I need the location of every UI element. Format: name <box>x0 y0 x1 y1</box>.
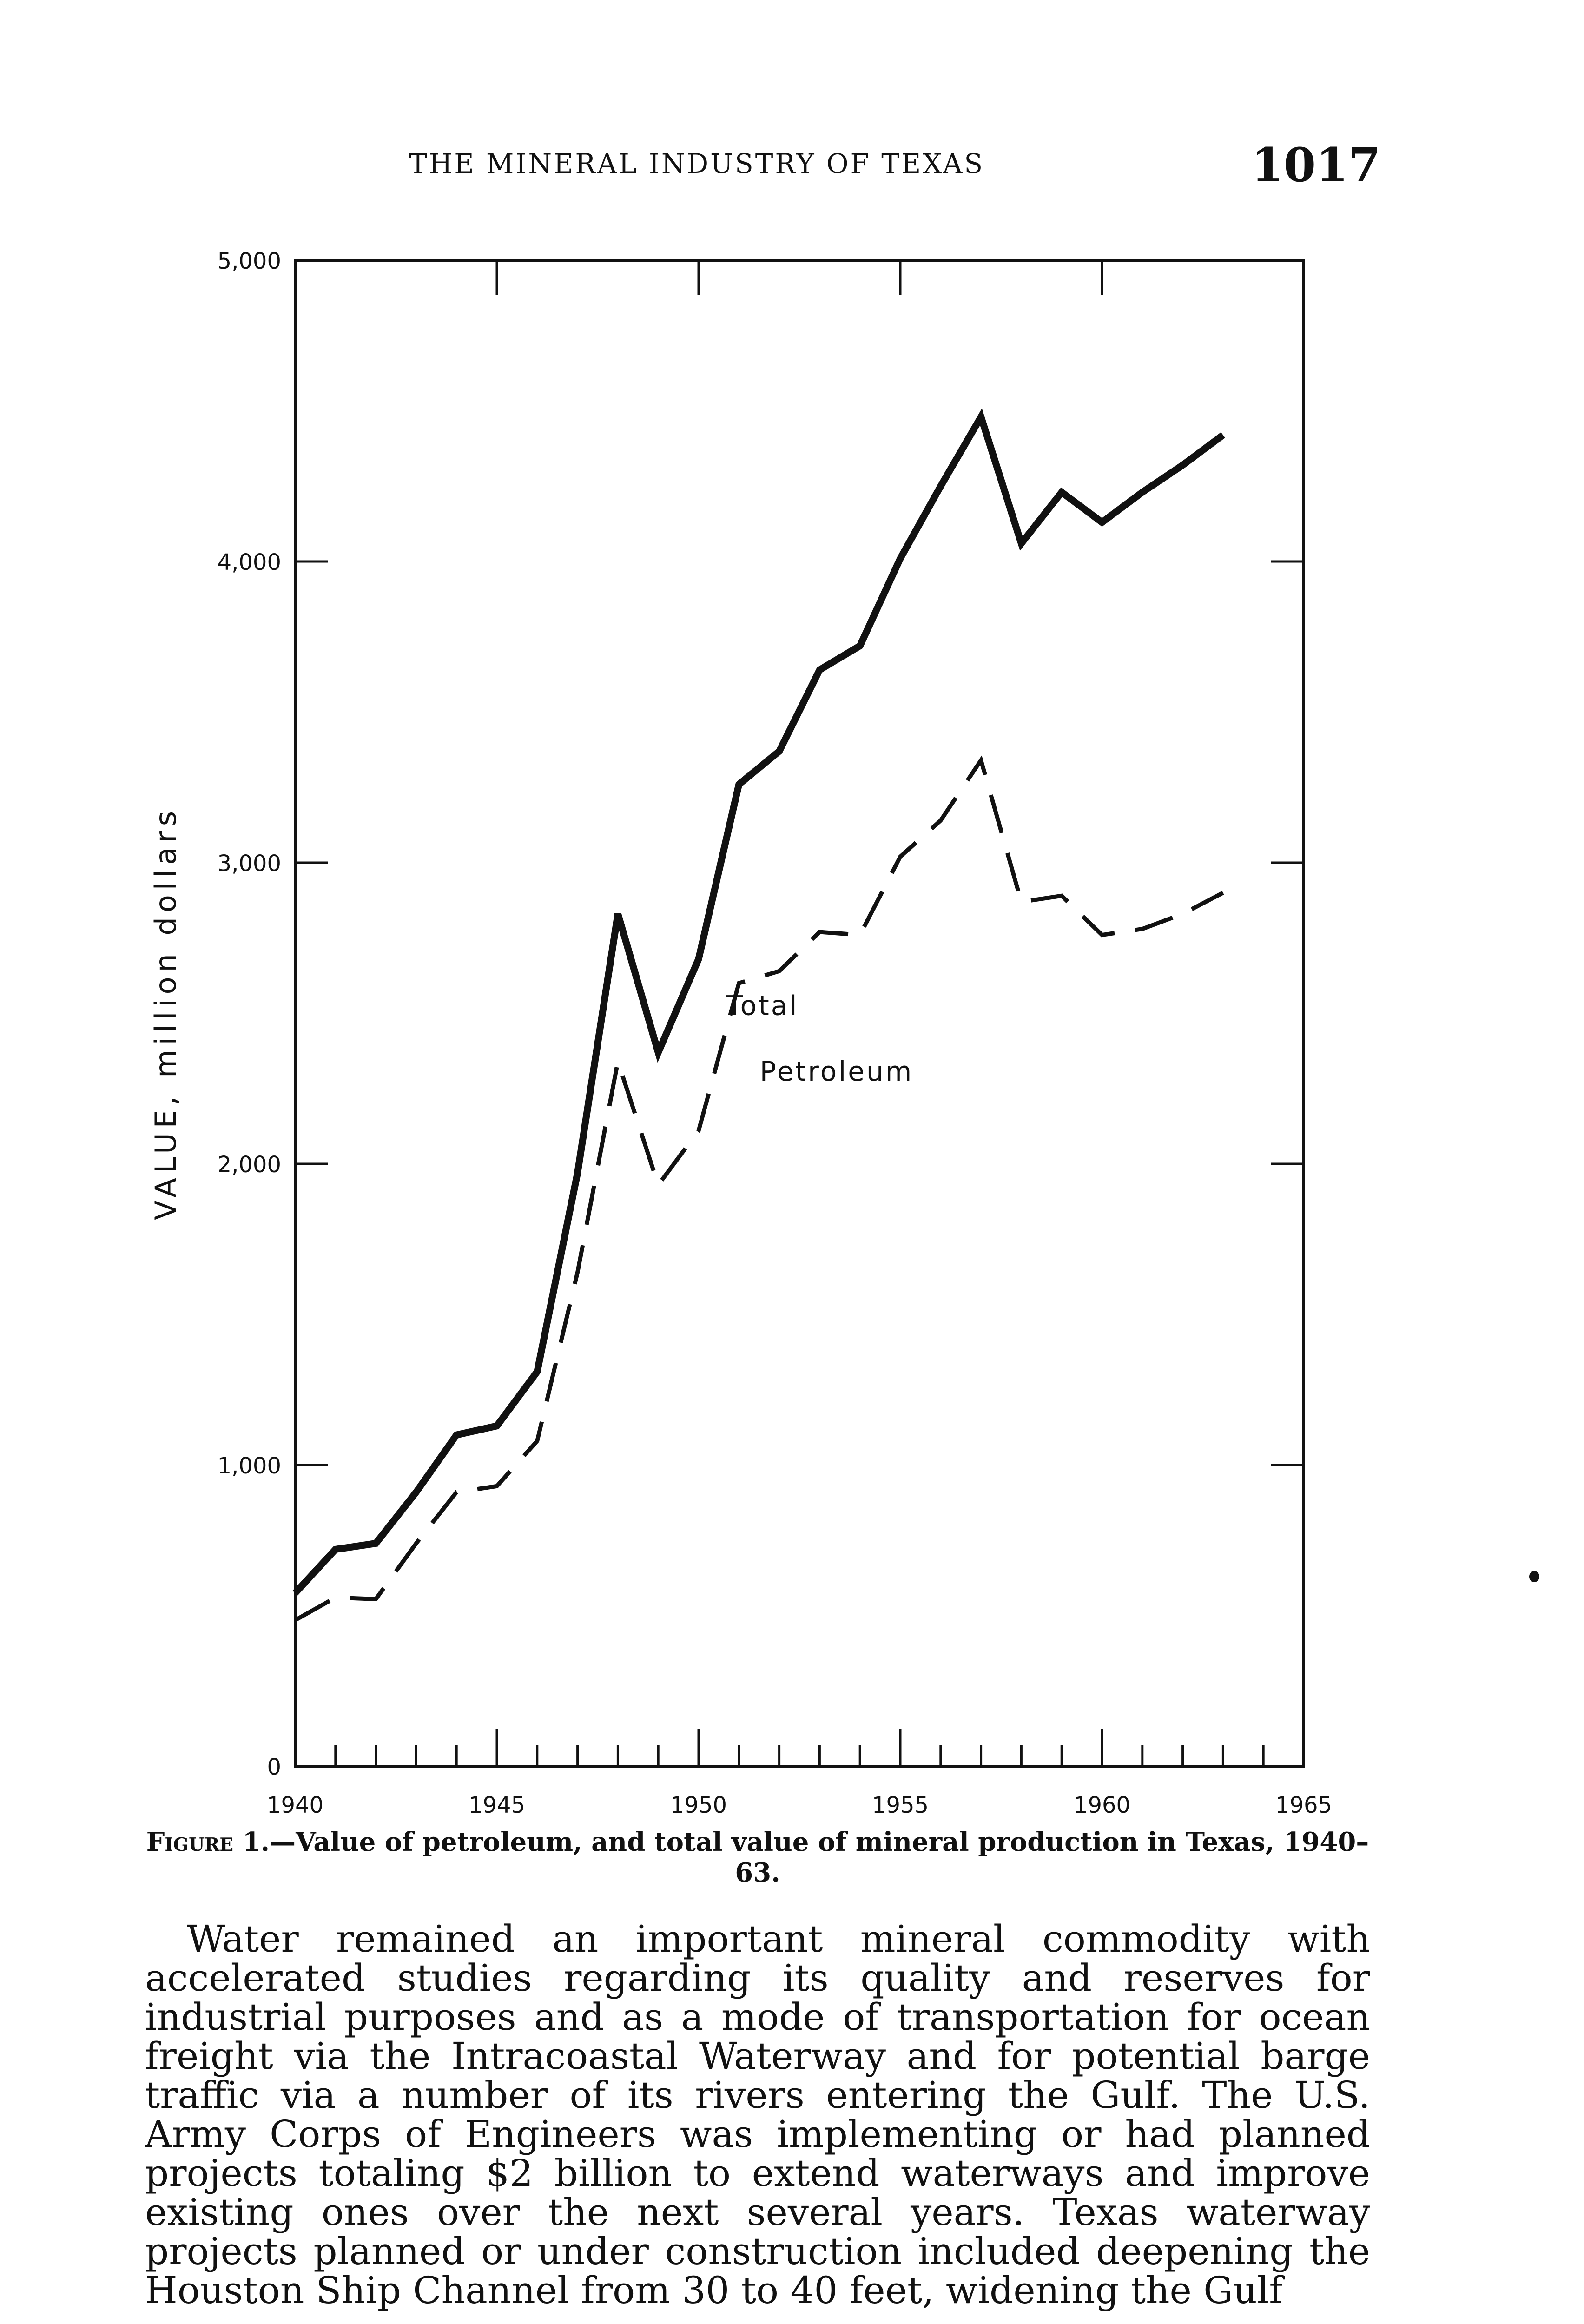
annotation-petroleum: Petroleum <box>759 1056 914 1088</box>
y-tick-label: 2,000 <box>217 1152 281 1178</box>
ink-speck <box>1529 1571 1539 1582</box>
x-tick-label: 1960 <box>1073 1792 1131 1818</box>
y-tick-label: 0 <box>267 1754 281 1780</box>
y-tick-label: 5,000 <box>217 248 281 274</box>
y-axis-label: VALUE, million dollars <box>149 806 183 1221</box>
y-tick-label: 1,000 <box>217 1453 281 1479</box>
y-tick-label: 3,000 <box>217 851 281 877</box>
x-tick-labels <box>267 1792 1332 1818</box>
body-paragraph: Water remained an important mineral commodity with accelerated studies regarding its quality and reserves for industrial purposes and as a mode of transportation for ocean freight via the Intracoastal Waterway and for potential barge traffic via a number of its rivers entering the Gulf. The U.S. Army Corps of Engineers was implementing or had planned projects totaling $2 billion to extend waterways and improve existing ones over the next several years. Texas waterway projects planned or under construction included deepening the Houston Ship Channel from 30 to 40 feet, widening the Gulf <box>145 1917 1370 2312</box>
figure-label: Figure 1. <box>146 1827 270 1857</box>
figure-caption-text: —Value of petroleum, and total value of mineral production in Texas, 1940–63. <box>270 1827 1369 1888</box>
series-annotations <box>726 990 913 1087</box>
page-number: 1017 <box>1251 138 1381 192</box>
x-tick-label: 1955 <box>871 1792 929 1818</box>
figure-caption <box>144 1827 1371 1888</box>
y-tick-label: 4,000 <box>217 549 281 575</box>
y-tick-labels <box>218 248 281 1780</box>
x-tick-label: 1950 <box>670 1792 727 1818</box>
x-tick-label: 1945 <box>468 1792 526 1818</box>
series-line-petroleum <box>295 760 1223 1620</box>
running-title: THE MINERAL INDUSTRY OF TEXAS <box>409 148 985 179</box>
x-tick-label: 1965 <box>1275 1792 1333 1818</box>
x-tick-label: 1940 <box>266 1792 324 1818</box>
annotation-total: Total <box>726 990 799 1022</box>
